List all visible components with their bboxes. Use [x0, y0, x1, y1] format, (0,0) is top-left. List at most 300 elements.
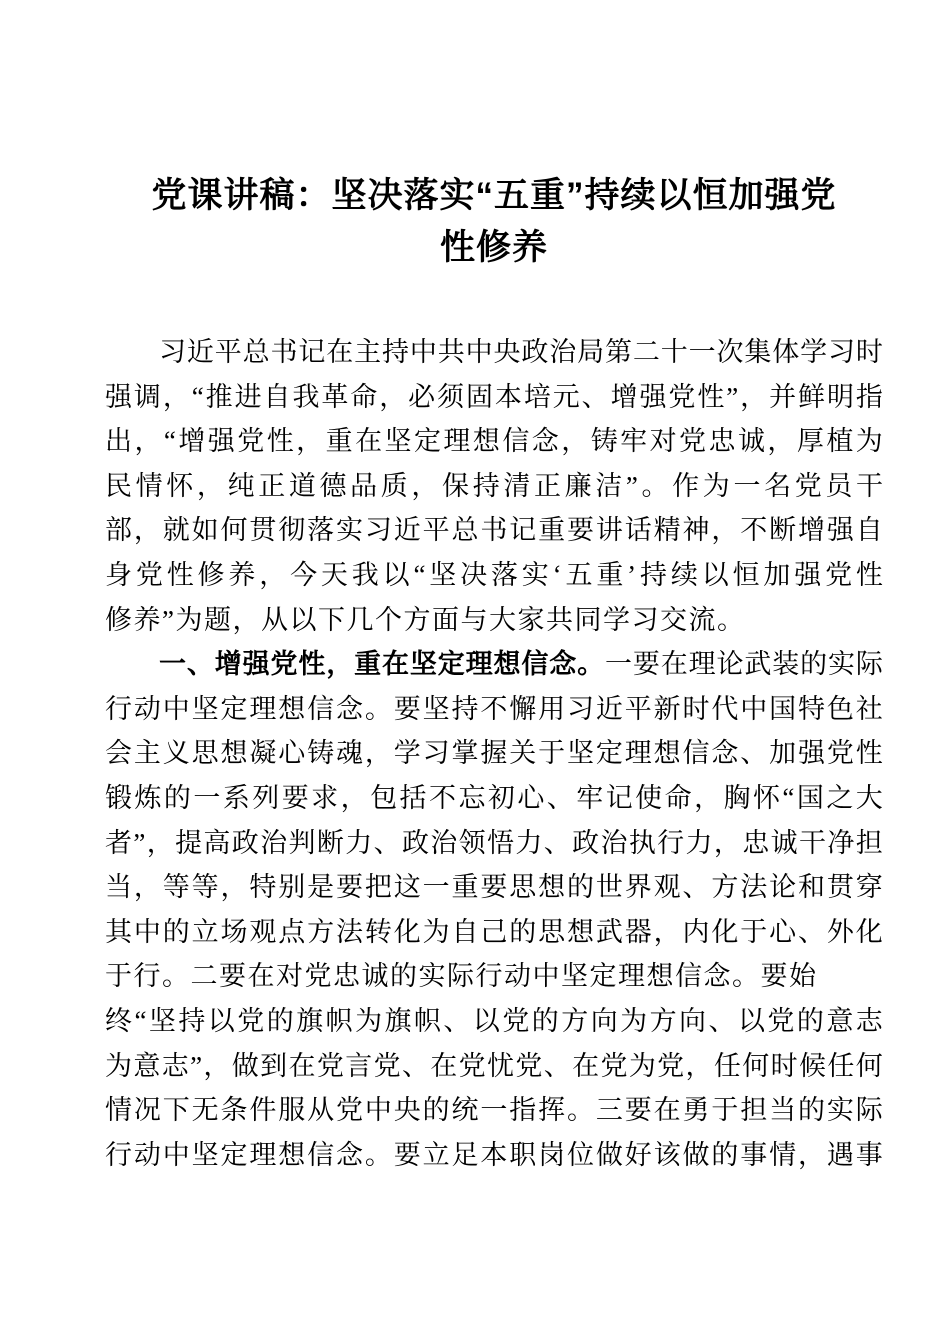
char: 重 [325, 426, 353, 457]
char: 是 [307, 872, 335, 903]
char: 增 [610, 381, 638, 412]
text-line [105, 687, 883, 732]
char: 会 [105, 738, 132, 769]
char: 大 [855, 782, 883, 813]
char: 党 [825, 559, 853, 590]
char: 力 [685, 827, 713, 858]
char: ， [798, 1139, 825, 1170]
document-title [105, 170, 883, 274]
char: 做 [595, 1139, 623, 1170]
char: 外 [826, 916, 854, 947]
char: 握 [480, 738, 508, 769]
char: 法 [740, 872, 768, 903]
char: 、 [443, 1005, 471, 1036]
char: 观 [653, 872, 681, 903]
char: 治 [260, 827, 288, 858]
char: 为 [620, 1005, 648, 1036]
char: 总 [451, 515, 479, 546]
char: 作 [672, 470, 700, 501]
char: 理 [688, 649, 716, 680]
bold-char: ， [326, 649, 354, 680]
char: 本 [494, 381, 522, 412]
char: 之 [826, 782, 854, 813]
char: 终 [105, 1005, 132, 1036]
char: 重 [451, 872, 479, 903]
char: ， [196, 470, 224, 501]
char: 党 [657, 1050, 685, 1081]
char: 和 [798, 872, 825, 903]
char: 世 [595, 872, 623, 903]
char: 学 [800, 337, 828, 367]
char: ’ [627, 559, 637, 590]
char: 忠 [742, 827, 770, 858]
char: 心 [769, 916, 797, 947]
char: 别 [278, 872, 306, 903]
char: 党 [767, 1005, 795, 1036]
char: 于 [711, 1095, 739, 1126]
char: 况 [133, 1095, 161, 1126]
char: ” [625, 470, 638, 501]
char: 念 [336, 693, 363, 724]
char: 学 [393, 738, 421, 769]
char: 廉 [564, 470, 592, 501]
char: 中 [364, 1095, 392, 1126]
char: 事 [740, 1139, 768, 1170]
char: 对 [649, 426, 677, 457]
char: 高 [203, 827, 231, 858]
char: 出 [105, 426, 132, 457]
char: 中 [133, 916, 161, 947]
char: 想 [538, 872, 566, 903]
char: 理 [249, 693, 277, 724]
char: 正 [258, 470, 286, 501]
char: 以 [701, 559, 729, 590]
char: 党 [826, 738, 854, 769]
char: 加 [763, 559, 791, 590]
bold-char: 坚 [409, 649, 437, 680]
char: 忘 [458, 782, 486, 813]
bold-char: 重 [354, 649, 382, 680]
char: 、 [708, 1005, 736, 1036]
char: “ [782, 782, 795, 813]
char: 坚 [384, 426, 412, 457]
char: 凝 [249, 738, 277, 769]
char: 任 [827, 1050, 855, 1081]
char: 帜 [413, 1005, 441, 1036]
char: 强 [105, 381, 132, 412]
text-line [105, 375, 883, 420]
char: 括 [399, 782, 427, 813]
char: 这 [393, 872, 421, 903]
char: 。 [364, 1139, 392, 1170]
char: 习 [364, 515, 392, 546]
char: 在 [572, 1050, 600, 1081]
char: 言 [345, 1050, 373, 1081]
char: 武 [744, 649, 772, 680]
char: 持 [451, 693, 479, 724]
char: 情 [135, 470, 163, 501]
char: 诚 [737, 426, 765, 457]
char: 为 [105, 1050, 132, 1081]
char: 名 [764, 470, 792, 501]
char: 平 [214, 337, 242, 367]
char: 性 [697, 381, 725, 412]
char: 在 [430, 1050, 458, 1081]
char: 忠 [708, 426, 736, 457]
text-line [105, 508, 883, 553]
char: 统 [451, 1095, 479, 1126]
char: 在 [660, 649, 688, 680]
bold-char: 性 [298, 649, 326, 680]
char: 该 [653, 1139, 681, 1170]
char: 忧 [487, 1050, 515, 1081]
char: 代 [711, 693, 739, 724]
char: 方 [561, 1005, 589, 1036]
text-line [105, 642, 883, 687]
char: 党 [794, 470, 822, 501]
char: 习 [828, 337, 855, 367]
char: 理 [249, 1139, 277, 1170]
char: 要 [632, 649, 660, 680]
char: 行 [105, 693, 132, 724]
char: 我 [351, 559, 379, 590]
char: 指 [509, 1095, 537, 1126]
char: 件 [249, 1095, 277, 1126]
char: 担 [855, 827, 883, 858]
bold-char: 念 [549, 649, 577, 680]
char: 下 [162, 1095, 190, 1126]
char: 想 [472, 426, 500, 457]
char: 治 [430, 827, 458, 858]
char: 精 [653, 515, 681, 546]
char: 净 [827, 827, 855, 858]
char: 事 [855, 1139, 883, 1170]
char: ” [726, 381, 739, 412]
char: 从 [307, 1095, 335, 1126]
char: 炼 [134, 782, 162, 813]
char: 习 [567, 693, 594, 724]
char: 主 [133, 738, 161, 769]
char: 力 [515, 827, 543, 858]
text-line [105, 910, 883, 955]
char: 坚 [148, 1005, 176, 1036]
char: 化 [711, 916, 739, 947]
char: 性 [855, 738, 883, 769]
char: 念 [336, 1139, 363, 1170]
char: 求 [311, 782, 339, 813]
char: 岗 [538, 1139, 566, 1170]
char: “ [134, 1005, 147, 1036]
char: 党 [237, 1005, 265, 1036]
char: 持 [472, 470, 500, 501]
text-line [105, 865, 883, 910]
char: 性 [266, 426, 294, 457]
char: 为 [422, 916, 450, 947]
char: 旗 [384, 1005, 412, 1036]
bold-char: 一 [159, 649, 186, 680]
char: 党 [237, 426, 265, 457]
char: 定 [220, 1139, 248, 1170]
char: 理 [443, 426, 471, 457]
char: 不 [428, 782, 456, 813]
char: 干 [798, 827, 826, 858]
bold-char: 党 [270, 649, 298, 680]
char: 一 [422, 872, 450, 903]
char: 定 [220, 693, 248, 724]
char: 实 [336, 515, 363, 546]
char: ， [203, 1050, 231, 1081]
text-line [105, 553, 883, 598]
char: 立 [191, 916, 219, 947]
char: 身 [105, 559, 132, 590]
char: 实 [826, 1095, 854, 1126]
char: 书 [270, 337, 298, 367]
char: 挥 [538, 1095, 566, 1126]
char: 用 [538, 693, 566, 724]
char: 。 [364, 693, 392, 724]
char: 想 [278, 693, 306, 724]
char: “ [413, 559, 426, 590]
bold-char: 增 [214, 649, 242, 680]
char: 色 [826, 693, 854, 724]
title-line-2: 性修养 [439, 228, 548, 267]
char: 天 [320, 559, 348, 590]
char: 就 [162, 515, 190, 546]
text-line [105, 776, 883, 821]
char: 明 [826, 381, 854, 412]
char: 要 [624, 1095, 652, 1126]
char: 恒 [732, 559, 760, 590]
char: 观 [249, 916, 277, 947]
char: ， [767, 426, 795, 457]
char: 想 [278, 1139, 306, 1170]
char: 党 [679, 426, 707, 457]
char: 转 [364, 916, 392, 947]
char: 动 [133, 693, 161, 724]
char: 把 [364, 872, 392, 903]
char: ” [190, 1050, 203, 1081]
char: 员 [825, 470, 853, 501]
char: 定 [595, 738, 623, 769]
text-line [105, 464, 883, 509]
char: 悟 [487, 827, 515, 858]
char: 诚 [770, 827, 798, 858]
char: 使 [635, 782, 663, 813]
char: 的 [798, 1095, 825, 1126]
char: 化 [393, 916, 421, 947]
char: 内 [682, 916, 710, 947]
char: 质 [380, 470, 408, 501]
char: 自 [263, 381, 291, 412]
char: 记 [298, 337, 326, 367]
char: 要 [336, 872, 363, 903]
char: 总 [242, 337, 270, 367]
char: 性 [166, 559, 194, 590]
char: 锻 [105, 782, 132, 813]
char: ， [379, 381, 407, 412]
char: 实 [828, 649, 855, 680]
char: 志 [855, 1005, 883, 1036]
char: 强 [826, 515, 854, 546]
char: 局 [577, 337, 605, 367]
char: 鲜 [798, 381, 826, 412]
char: 近 [393, 515, 421, 546]
char: 部 [105, 515, 132, 546]
char: 界 [624, 872, 652, 903]
char: 坚 [191, 1139, 219, 1170]
char: 其 [105, 916, 132, 947]
bold-char: 信 [521, 649, 549, 680]
char: 固 [465, 381, 493, 412]
char: 一 [688, 337, 716, 367]
char: 。 [567, 1095, 594, 1126]
bold-char: 想 [493, 649, 521, 680]
char: 不 [740, 515, 768, 546]
char: 判 [288, 827, 316, 858]
char: ， [694, 782, 722, 813]
char: 持 [640, 559, 668, 590]
char: 情 [105, 1095, 132, 1126]
char: 坚 [429, 559, 457, 590]
text-line [105, 1133, 883, 1178]
text-line [105, 330, 883, 375]
char: 思 [191, 738, 219, 769]
char: 、 [401, 1050, 429, 1081]
char: 行 [657, 827, 685, 858]
char: 的 [162, 916, 190, 947]
char: 道 [288, 470, 316, 501]
char: 当 [769, 1095, 797, 1126]
document-content [105, 0, 883, 1177]
char: 决 [460, 559, 488, 590]
char: 党 [515, 1050, 543, 1081]
char: 进 [234, 381, 262, 412]
char: 方 [711, 872, 739, 903]
char: 铸 [307, 738, 335, 769]
char: 者 [105, 827, 132, 858]
char: 立 [422, 1139, 450, 1170]
char: 植 [826, 426, 854, 457]
char: ， [259, 559, 287, 590]
char: 、 [682, 872, 710, 903]
char: 、 [546, 782, 574, 813]
char: ， [134, 426, 162, 457]
char: 央 [493, 337, 521, 367]
char: 体 [772, 337, 800, 367]
char: 信 [307, 1139, 335, 1170]
char: ‘ [552, 559, 562, 590]
char: 位 [567, 1139, 594, 1170]
char: 习 [422, 738, 450, 769]
char: 党 [502, 1005, 530, 1036]
char: 断 [316, 827, 344, 858]
char: 想 [567, 916, 594, 947]
char: 的 [796, 1005, 824, 1036]
char: 自 [855, 515, 883, 546]
char: 信 [307, 693, 335, 724]
char: 己 [480, 916, 508, 947]
bold-char: 、 [186, 649, 214, 680]
char: 集 [744, 337, 772, 367]
char: 以 [382, 559, 410, 590]
char: 的 [531, 1005, 559, 1036]
char: 共 [437, 337, 465, 367]
char: 坚 [567, 738, 594, 769]
char: 情 [769, 1139, 797, 1170]
char: ， [296, 426, 324, 457]
char: 牢 [620, 426, 648, 457]
char: 断 [769, 515, 797, 546]
char: 持 [178, 1005, 206, 1036]
char: 党 [668, 381, 696, 412]
char: 强 [794, 559, 822, 590]
text-line [105, 1044, 883, 1089]
char: 今 [290, 559, 318, 590]
char: 厚 [796, 426, 824, 457]
char: 推 [205, 381, 233, 412]
char: 列 [252, 782, 280, 813]
char: 执 [628, 827, 656, 858]
char: 培 [523, 381, 551, 412]
char: 实 [521, 559, 549, 590]
char: 心 [278, 738, 306, 769]
char: 力 [345, 827, 373, 858]
char: ， [133, 872, 161, 903]
char: 好 [624, 1139, 652, 1170]
char: 治 [600, 827, 628, 858]
char: 初 [487, 782, 515, 813]
char: 何 [742, 1050, 770, 1081]
char: ， [220, 872, 248, 903]
char: 彻 [278, 515, 306, 546]
char: 提 [175, 827, 203, 858]
char: 条 [220, 1095, 248, 1126]
char: 的 [711, 1139, 739, 1170]
char: 持 [382, 337, 409, 367]
char: 无 [191, 1095, 219, 1126]
char: 足 [451, 1139, 479, 1170]
char: 近 [595, 693, 623, 724]
char: 武 [595, 916, 623, 947]
char: 落 [307, 515, 335, 546]
char: 方 [649, 1005, 677, 1036]
char: 强 [639, 381, 667, 412]
char: 革 [321, 381, 349, 412]
char: 以 [737, 1005, 765, 1036]
char: 必 [408, 381, 436, 412]
char: 帜 [325, 1005, 353, 1036]
char: 增 [178, 426, 206, 457]
char: 德 [319, 470, 347, 501]
char: 做 [682, 1139, 710, 1170]
char: 信 [682, 738, 710, 769]
char: 勇 [682, 1095, 710, 1126]
char: 在 [653, 1095, 681, 1126]
char: 元 [552, 381, 580, 412]
char: 时 [682, 693, 710, 724]
char: 际 [855, 1095, 883, 1126]
char: 为 [355, 1005, 383, 1036]
char: 贯 [249, 515, 277, 546]
char: 央 [393, 1095, 421, 1126]
char: 、 [373, 827, 401, 858]
text-line [105, 954, 883, 999]
char: 、 [543, 1050, 571, 1081]
char: 懈 [509, 693, 537, 724]
char: 以 [207, 1005, 235, 1036]
char: 为 [702, 470, 730, 501]
char: 强 [798, 738, 825, 769]
